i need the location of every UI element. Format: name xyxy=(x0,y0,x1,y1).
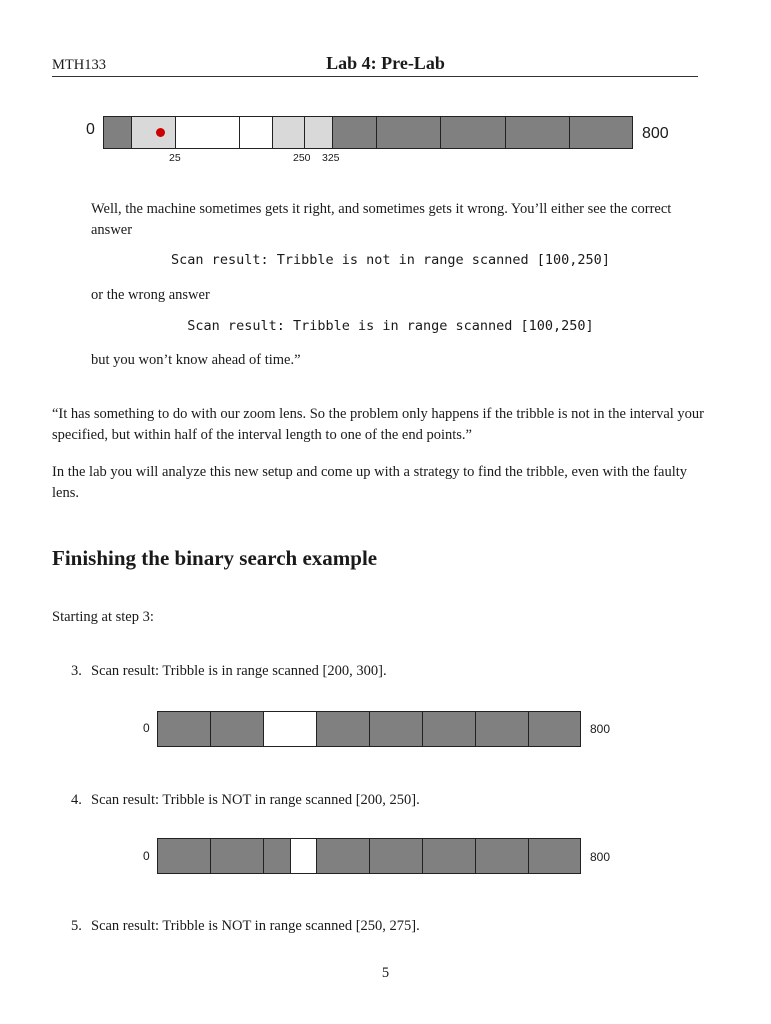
segment xyxy=(211,839,264,873)
code-wrong-answer: Scan result: Tribble is in range scanned [100,250] xyxy=(187,318,594,334)
segment xyxy=(370,712,423,746)
page-number: 5 xyxy=(381,965,390,981)
section-heading: Finishing the binary search example xyxy=(52,546,378,570)
paragraph-lab-task: In the lab you will analyze this new setup and come up with a strategy to find the tribble, even with the faulty lens. xyxy=(52,464,688,501)
number-line-step4 xyxy=(157,838,581,874)
segment xyxy=(211,712,264,746)
header-rule xyxy=(52,76,698,77)
segment xyxy=(317,839,370,873)
figure-start-label: 0 xyxy=(86,121,95,138)
segment xyxy=(305,117,333,148)
segment xyxy=(570,117,632,148)
segment xyxy=(264,712,317,746)
segment xyxy=(370,839,423,873)
segment xyxy=(317,712,370,746)
paragraph-zoom-lens: “It has something to do with our zoom lens. So the problem only happens if the tribble is not in the interval your specified, but within half of the interval length to one of the end points.” xyxy=(52,406,704,443)
bar-end-label: 800 xyxy=(590,850,611,864)
page-title: Lab 4: Pre-Lab xyxy=(326,53,445,73)
segment xyxy=(158,712,211,746)
tick-label: 25 xyxy=(169,152,181,164)
step-number: 4. xyxy=(71,792,82,808)
segment xyxy=(423,839,476,873)
segment xyxy=(273,117,305,148)
segment xyxy=(333,117,377,148)
segment xyxy=(529,712,580,746)
section-intro: Starting at step 3: xyxy=(52,609,154,625)
code-correct-answer: Scan result: Tribble is not in range scanned [100,250] xyxy=(171,252,610,268)
segment xyxy=(104,117,132,148)
segment xyxy=(423,712,476,746)
step-text: Scan result: Tribble is in range scanned [200, 300]. xyxy=(91,663,387,679)
segment xyxy=(377,117,441,148)
figure-end-label: 800 xyxy=(642,125,669,142)
bar-end-label: 800 xyxy=(590,722,611,736)
segment xyxy=(529,839,580,873)
tribble-marker xyxy=(156,128,165,137)
quote-ending: but you won’t know ahead of time.” xyxy=(91,352,301,368)
segment xyxy=(476,839,529,873)
segment xyxy=(176,117,240,148)
step-number: 3. xyxy=(71,663,82,679)
segment xyxy=(132,117,176,148)
bar-start-label: 0 xyxy=(143,849,150,863)
segment xyxy=(441,117,506,148)
step-text: Scan result: Tribble is NOT in range scanned [250, 275]. xyxy=(91,918,420,934)
segment xyxy=(264,839,291,873)
tick-label: 325 xyxy=(322,152,340,164)
step-text: Scan result: Tribble is NOT in range scanned [200, 250]. xyxy=(91,792,420,808)
segment xyxy=(240,117,273,148)
segment xyxy=(158,839,211,873)
bar-start-label: 0 xyxy=(143,721,150,735)
number-line-top xyxy=(103,116,633,149)
tick-label: 250 xyxy=(293,152,311,164)
segment xyxy=(291,839,317,873)
segment xyxy=(476,712,529,746)
segment xyxy=(506,117,570,148)
quote-or-text: or the wrong answer xyxy=(91,287,210,303)
number-line-step3 xyxy=(157,711,581,747)
quote-intro: Well, the machine sometimes gets it right, and sometimes gets it wrong. You’ll either see the correct answer xyxy=(91,201,672,238)
step-number: 5. xyxy=(71,918,82,934)
course-code: MTH133 xyxy=(52,57,106,73)
